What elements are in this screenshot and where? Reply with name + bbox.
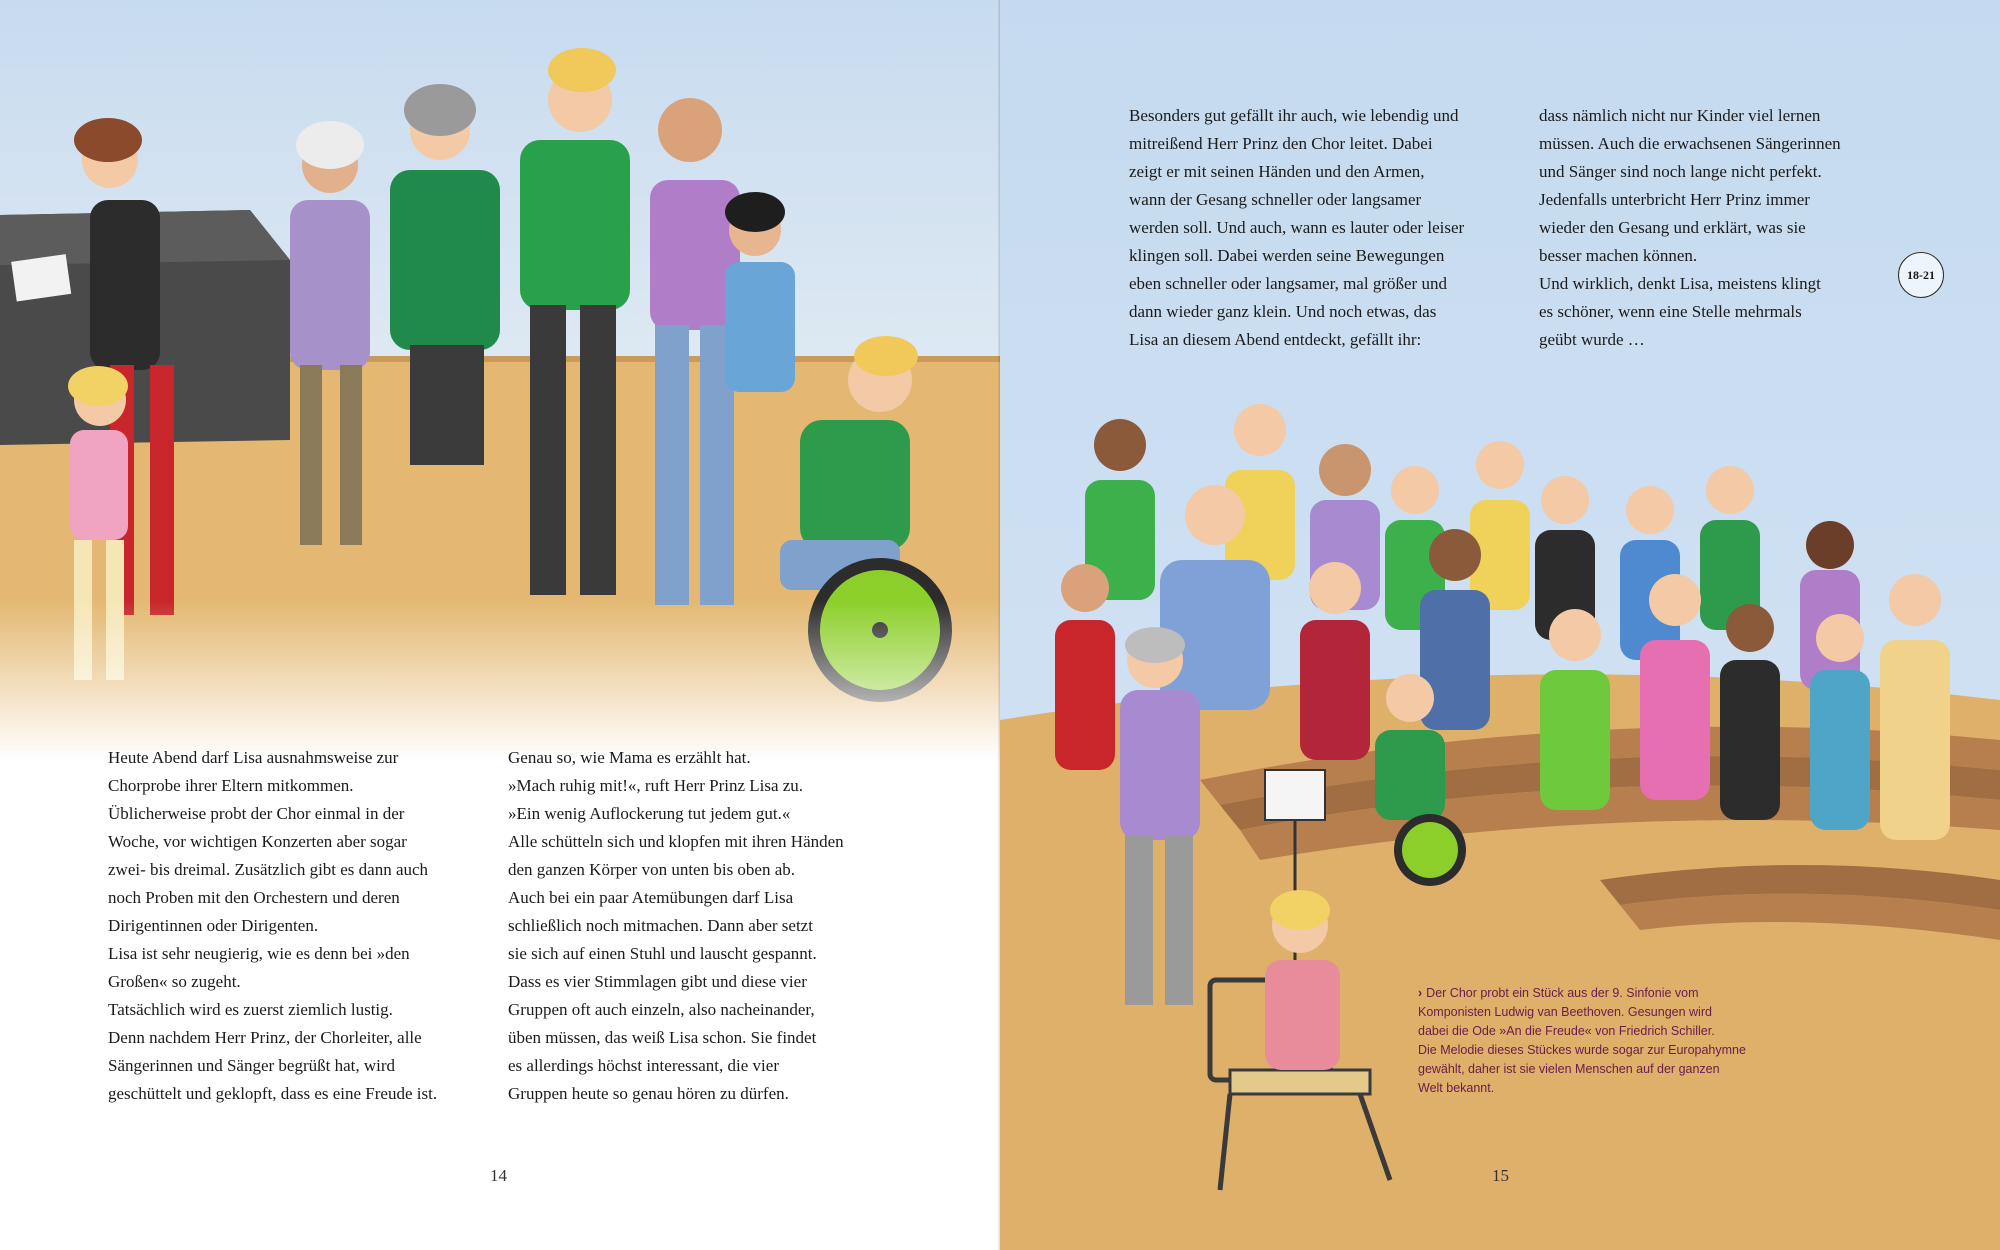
left-text-column-2 xyxy=(508,744,844,1108)
right-page xyxy=(1000,0,2000,1250)
text-line: Gruppen heute so genau hören zu dürfen. xyxy=(508,1084,789,1103)
text-line: Alle schütteln sich und klopfen mit ihren Händen xyxy=(508,832,844,851)
text-line: »Mach ruhig mit!«, ruft Herr Prinz Lisa zu. xyxy=(508,776,804,795)
text-line: zeigt er mit seinen Händen und den Armen, xyxy=(1129,162,1425,181)
left-illustration-warmup xyxy=(0,0,1000,760)
text-line: klingen soll. Dabei werden seine Bewegungen xyxy=(1129,246,1445,265)
text-line: Jedenfalls unterbricht Herr Prinz immer xyxy=(1539,190,1810,209)
text-line: Sängerinnen und Sänger begrüßt hat, wird xyxy=(108,1056,396,1075)
text-line: müssen. Auch die erwachsenen Sängerinnen xyxy=(1539,134,1841,153)
right-text-column-1 xyxy=(1129,102,1464,354)
page-number-left: 14 xyxy=(490,1166,507,1185)
right-text-column-2 xyxy=(1539,102,1841,354)
text-line: üben müssen, das weiß Lisa schon. Sie findet xyxy=(508,1028,817,1047)
text-line: es allerdings höchst interessant, die vier xyxy=(508,1056,779,1075)
text-line: werden soll. Und auch, wann es lauter oder leiser xyxy=(1129,218,1465,237)
text-line: sie sich auf einen Stuhl und lauscht gespannt. xyxy=(508,944,817,963)
text-line: Tatsächlich wird es zuerst ziemlich lustig. xyxy=(108,1000,393,1019)
page-number-right: 15 xyxy=(1492,1166,1509,1185)
text-line: mitreißend Herr Prinz den Chor leitet. Dabei xyxy=(1129,134,1433,153)
text-line: Besonders gut gefällt ihr auch, wie lebendig und xyxy=(1129,106,1459,125)
text-line: Üblicherweise probt der Chor einmal in der xyxy=(108,804,405,823)
text-line: schließlich noch mitmachen. Dann aber setzt xyxy=(508,916,813,935)
text-line: Dirigentinnen oder Dirigenten. xyxy=(108,916,319,935)
text-line: Denn nachdem Herr Prinz, der Chorleiter, alle xyxy=(108,1028,422,1047)
left-text-column-1 xyxy=(108,744,437,1108)
caption-line xyxy=(1418,984,1746,1003)
audio-track-badge: 18-21 xyxy=(1898,252,1944,298)
text-line: dass nämlich nicht nur Kinder viel lernen xyxy=(1539,106,1821,125)
text-line: zwei- bis dreimal. Zusätzlich gibt es dann auch xyxy=(108,860,429,879)
text-line: wann der Gesang schneller oder langsamer xyxy=(1129,190,1422,209)
caption-line: dabei die Ode »An die Freude« von Friedrich Schiller. xyxy=(1418,1024,1715,1038)
text-line: und Sänger sind noch lange nicht perfekt. xyxy=(1539,162,1822,181)
text-line: noch Proben mit den Orchestern und deren xyxy=(108,888,400,907)
text-line: Chorprobe ihrer Eltern mitkommen. xyxy=(108,776,354,795)
text-line: Und wirklich, denkt Lisa, meistens klingt xyxy=(1539,274,1821,293)
text-line: besser machen können. xyxy=(1539,246,1698,265)
text-line: »Ein wenig Auflockerung tut jedem gut.« xyxy=(508,804,791,823)
text-line: Woche, vor wichtigen Konzerten aber sogar xyxy=(108,832,407,851)
text-line: Dass es vier Stimmlagen gibt und diese vier xyxy=(508,972,807,991)
caption-marker-icon: › xyxy=(1418,986,1423,1000)
text-line: Lisa an diesem Abend entdeckt, gefällt ihr: xyxy=(1129,330,1422,349)
text-line: geschüttelt und geklopft, dass es eine Freude ist. xyxy=(108,1084,438,1103)
text-line: den ganzen Körper von unten bis oben ab. xyxy=(508,860,796,879)
text-line: wieder den Gesang und erklärt, was sie xyxy=(1539,218,1806,237)
text-line: Heute Abend darf Lisa ausnahmsweise zur xyxy=(108,748,399,767)
caption-text: Der Chor probt ein Stück aus der 9. Sinfonie vom xyxy=(1426,986,1699,1000)
illustration-caption xyxy=(1418,984,1746,1098)
text-line: dann wieder ganz klein. Und noch etwas, das xyxy=(1129,302,1437,321)
text-line: eben schneller oder langsamer, mal größer und xyxy=(1129,274,1447,293)
text-line: es schöner, wenn eine Stelle mehrmals xyxy=(1539,302,1802,321)
text-line: Auch bei ein paar Atemübungen darf Lisa xyxy=(508,888,794,907)
text-line: Genau so, wie Mama es erzählt hat. xyxy=(508,748,751,767)
text-line: Lisa ist sehr neugierig, wie es denn bei »den xyxy=(108,944,410,963)
text-line: Großen« so zugeht. xyxy=(108,972,241,991)
caption-line: Welt bekannt. xyxy=(1418,1081,1495,1095)
text-line: Gruppen oft auch einzeln, also nacheinander, xyxy=(508,1000,815,1019)
caption-line: Die Melodie dieses Stückes wurde sogar zur Europahymne xyxy=(1418,1043,1746,1057)
caption-line: gewählt, daher ist sie vielen Menschen auf der ganzen xyxy=(1418,1062,1720,1076)
caption-line: Komponisten Ludwig van Beethoven. Gesungen wird xyxy=(1418,1005,1712,1019)
text-line: geübt wurde … xyxy=(1539,330,1645,349)
